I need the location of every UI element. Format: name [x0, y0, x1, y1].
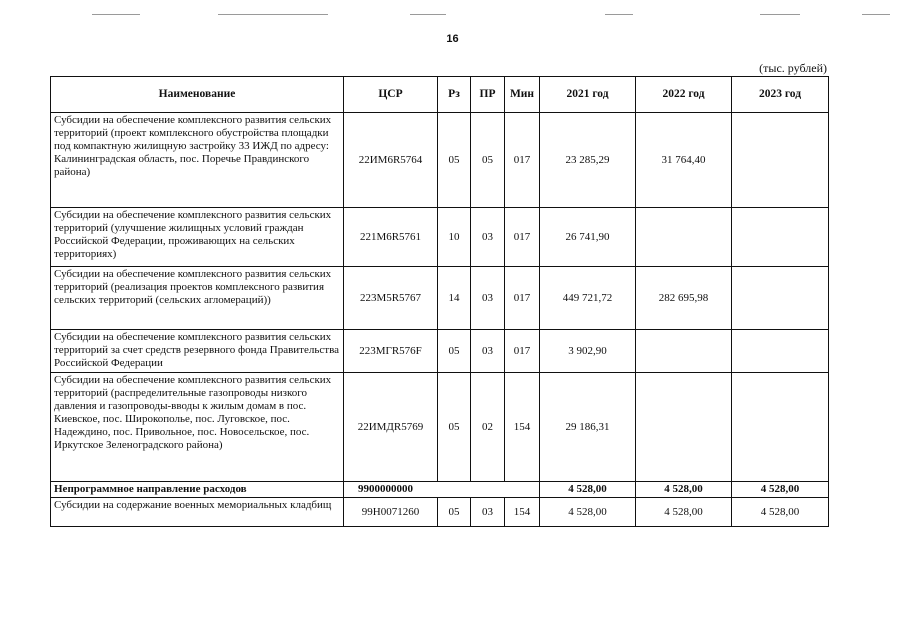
section-2023: 4 528,00	[732, 482, 829, 498]
cell-rz: 10	[438, 208, 471, 267]
cell-2022	[636, 208, 732, 267]
cell-2023	[732, 208, 829, 267]
header-name: Наименование	[51, 77, 344, 113]
cell-name: Субсидии на обеспечение комплексного развития сельских территорий (улучшение жилищных условий граждан Российской Федерации, проживающих на сельских территориях)	[51, 208, 344, 267]
header-pr: ПР	[471, 77, 505, 113]
section-row	[51, 482, 829, 498]
budget-table	[50, 76, 829, 527]
cell-name: Субсидии на содержание военных мемориальных кладбищ	[51, 498, 344, 527]
cell-2022	[636, 373, 732, 482]
cell-name: Субсидии на обеспечение комплексного развития сельских территорий (реализация проектов комплексного развития сельских территорий (сельских агломераций))	[51, 267, 344, 330]
cell-csr: 223М5R5767	[344, 267, 438, 330]
cell-rz: 05	[438, 373, 471, 482]
cell-min: 017	[505, 113, 540, 208]
cell-pr: 03	[471, 208, 505, 267]
header-2023: 2023 год	[732, 77, 829, 113]
cell-2022: 31 764,40	[636, 113, 732, 208]
table-row	[51, 373, 829, 482]
cell-min: 017	[505, 330, 540, 373]
page-number: 16	[446, 33, 459, 45]
cell-rz: 14	[438, 267, 471, 330]
cell-pr: 02	[471, 373, 505, 482]
cell-2023	[732, 373, 829, 482]
cell-csr: 22ИМДR5769	[344, 373, 438, 482]
header-2022: 2022 год	[636, 77, 732, 113]
table-row	[51, 330, 829, 373]
cell-pr: 03	[471, 330, 505, 373]
cell-pr: 05	[471, 113, 505, 208]
cell-rz: 05	[438, 330, 471, 373]
table-row	[51, 267, 829, 330]
cell-2023: 4 528,00	[732, 498, 829, 527]
cell-2021: 449 721,72	[540, 267, 636, 330]
cell-min: 154	[505, 498, 540, 527]
cell-rz: 05	[438, 498, 471, 527]
header-min: Мин	[505, 77, 540, 113]
table-row	[51, 208, 829, 267]
cell-2021: 4 528,00	[540, 498, 636, 527]
cell-csr: 99Н0071260	[344, 498, 438, 527]
cell-2021: 26 741,90	[540, 208, 636, 267]
header-2021: 2021 год	[540, 77, 636, 113]
table-row	[51, 113, 829, 208]
units-label: (тыс. рублей)	[759, 61, 827, 75]
cell-name: Субсидии на обеспечение комплексного развития сельских территорий за счет средств резервного фонда Правительства Российской Федерации	[51, 330, 344, 373]
cell-2022: 4 528,00	[636, 498, 732, 527]
cell-2021: 23 285,29	[540, 113, 636, 208]
section-csr: 9900000000	[344, 482, 540, 498]
cell-2021: 29 186,31	[540, 373, 636, 482]
cell-2021: 3 902,90	[540, 330, 636, 373]
section-2021: 4 528,00	[540, 482, 636, 498]
cell-name: Субсидии на обеспечение комплексного развития сельских территорий (распределительные газопроводы низкого давления и газопроводы-вводы к жилым домам в пос. Киевское, пос. Широкополье, пос. Луговское, пос. Надеждино, пос. Привольное, пос. Новосельское, пос. Иркутское Зеленоградского района)	[51, 373, 344, 482]
cell-csr: 22ИМ6R5764	[344, 113, 438, 208]
cell-pr: 03	[471, 498, 505, 527]
cell-name: Субсидии на обеспечение комплексного развития сельских территорий (проект комплексного обустройства площадки под компактную жилищную застройку 33 ИЖД по адресу: Калининградская область, пос. Поречье Правдинского района)	[51, 113, 344, 208]
header-rz: Рз	[438, 77, 471, 113]
cell-pr: 03	[471, 267, 505, 330]
cell-min: 154	[505, 373, 540, 482]
cell-min: 017	[505, 267, 540, 330]
header-csr: ЦСР	[344, 77, 438, 113]
section-name: Непрограммное направление расходов	[51, 482, 344, 498]
section-2022: 4 528,00	[636, 482, 732, 498]
cell-2023	[732, 267, 829, 330]
cell-csr: 223МГR576F	[344, 330, 438, 373]
cell-2022	[636, 330, 732, 373]
cell-csr: 221М6R5761	[344, 208, 438, 267]
cell-2023	[732, 330, 829, 373]
table-header-row	[51, 77, 829, 113]
scan-artifacts	[0, 14, 905, 20]
cell-rz: 05	[438, 113, 471, 208]
cell-2023	[732, 113, 829, 208]
cell-min: 017	[505, 208, 540, 267]
cell-2022: 282 695,98	[636, 267, 732, 330]
table-row	[51, 498, 829, 527]
